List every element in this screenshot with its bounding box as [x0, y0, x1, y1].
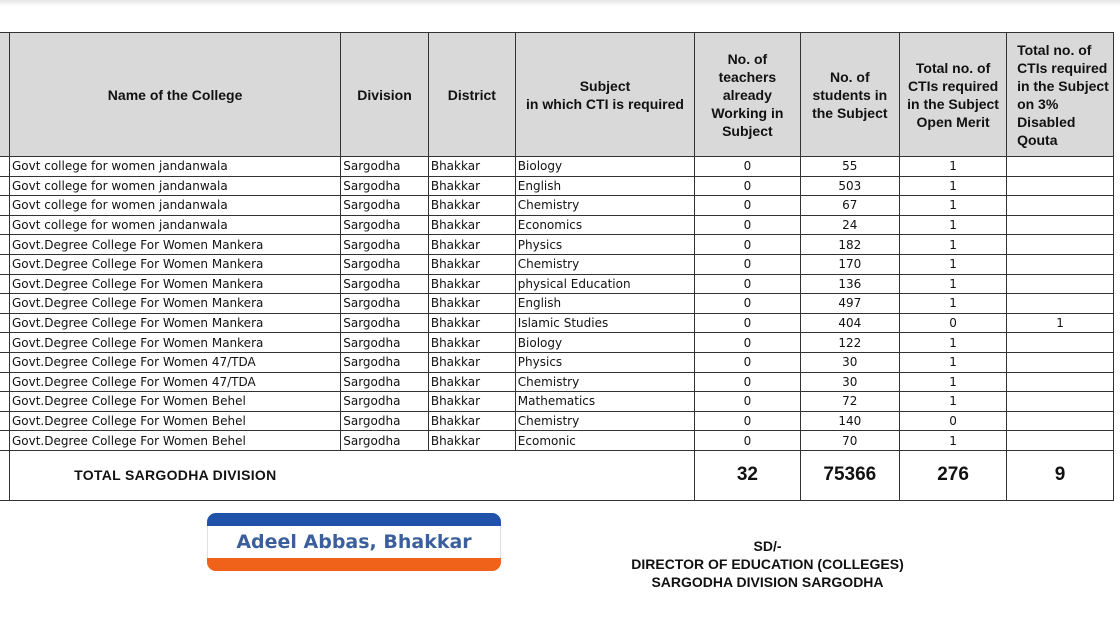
cell-district: Bhakkar — [428, 313, 515, 333]
cell-disabled-quota — [1007, 294, 1114, 314]
table-row — [0, 431, 1114, 451]
table-row — [0, 333, 1114, 353]
cell-disabled-quota — [1007, 274, 1114, 294]
header-college: Name of the College — [9, 33, 340, 157]
cell-students: 122 — [800, 333, 900, 353]
cell-index — [0, 176, 9, 196]
cell-disabled-quota — [1007, 176, 1114, 196]
cell-teachers: 0 — [695, 157, 800, 177]
table-row — [0, 215, 1114, 235]
cell-college: Govt.Degree College For Women Mankera — [9, 294, 340, 314]
cell-disabled-quota — [1007, 254, 1114, 274]
signature-title: DIRECTOR OF EDUCATION (COLLEGES) — [631, 556, 904, 572]
cell-division: Sargodha — [341, 372, 429, 392]
cell-index — [0, 294, 9, 314]
cell-district: Bhakkar — [428, 274, 515, 294]
cell-disabled-quota — [1007, 196, 1114, 216]
cell-division: Sargodha — [341, 392, 429, 412]
cell-teachers: 0 — [695, 215, 800, 235]
cell-index — [0, 215, 9, 235]
cell-division: Sargodha — [341, 431, 429, 451]
cell-district: Bhakkar — [428, 411, 515, 431]
cell-open-merit: 1 — [900, 254, 1007, 274]
cell-district: Bhakkar — [428, 392, 515, 412]
table-row — [0, 411, 1114, 431]
cell-subject: English — [515, 176, 694, 196]
total-blank-cell — [428, 450, 515, 500]
cell-teachers: 0 — [695, 196, 800, 216]
total-index-cell — [0, 450, 9, 500]
signature-sd: SD/- — [753, 538, 782, 554]
cell-district: Bhakkar — [428, 196, 515, 216]
cell-index — [0, 235, 9, 255]
cell-division: Sargodha — [341, 313, 429, 333]
cell-students: 30 — [800, 372, 900, 392]
watermark-badge — [207, 513, 501, 571]
cell-disabled-quota — [1007, 352, 1114, 372]
cell-open-merit: 1 — [900, 352, 1007, 372]
table-row — [0, 196, 1114, 216]
top-border — [0, 0, 1120, 6]
cell-college: Govt college for women jandanwala — [9, 215, 340, 235]
cell-index — [0, 352, 9, 372]
badge-top-band — [207, 513, 501, 526]
cell-teachers: 0 — [695, 392, 800, 412]
cell-college: Govt.Degree College For Women 47/TDA — [9, 372, 340, 392]
table-row — [0, 372, 1114, 392]
cell-students: 182 — [800, 235, 900, 255]
cell-district: Bhakkar — [428, 294, 515, 314]
cell-students: 55 — [800, 157, 900, 177]
cell-subject: Mathematics — [515, 392, 694, 412]
cell-teachers: 0 — [695, 431, 800, 451]
cell-open-merit: 1 — [900, 294, 1007, 314]
cell-subject: Biology — [515, 157, 694, 177]
cell-district: Bhakkar — [428, 215, 515, 235]
header-subject: Subject in which CTI is required — [515, 33, 694, 157]
cell-open-merit: 1 — [900, 235, 1007, 255]
cell-division: Sargodha — [341, 176, 429, 196]
total-students: 75366 — [800, 450, 900, 500]
cell-district: Bhakkar — [428, 431, 515, 451]
header-division: Division — [341, 33, 429, 157]
cell-index — [0, 392, 9, 412]
total-disabled-quota: 9 — [1007, 450, 1114, 500]
table-row — [0, 254, 1114, 274]
cell-students: 404 — [800, 313, 900, 333]
cell-division: Sargodha — [341, 411, 429, 431]
cell-teachers: 0 — [695, 352, 800, 372]
cell-district: Bhakkar — [428, 333, 515, 353]
cell-division: Sargodha — [341, 157, 429, 177]
cell-college: Govt.Degree College For Women Mankera — [9, 235, 340, 255]
header-district: District — [428, 33, 515, 157]
cell-open-merit: 1 — [900, 157, 1007, 177]
cell-subject: physical Education — [515, 274, 694, 294]
header-disabled-quota: Total no. of CTIs required in the Subject on 3% Disabled Qouta — [1007, 33, 1114, 157]
cell-college: Govt college for women jandanwala — [9, 157, 340, 177]
header-index — [0, 33, 9, 157]
cell-open-merit: 1 — [900, 372, 1007, 392]
cell-district: Bhakkar — [428, 157, 515, 177]
cell-disabled-quota — [1007, 215, 1114, 235]
cell-college: Govt.Degree College For Women Mankera — [9, 313, 340, 333]
cell-subject: Economics — [515, 215, 694, 235]
cell-subject: Chemistry — [515, 196, 694, 216]
cell-disabled-quota — [1007, 372, 1114, 392]
cell-teachers: 0 — [695, 176, 800, 196]
cell-division: Sargodha — [341, 235, 429, 255]
cell-division: Sargodha — [341, 196, 429, 216]
cti-requirement-table — [0, 32, 1114, 501]
table-row — [0, 313, 1114, 333]
cell-subject: Ecomonic — [515, 431, 694, 451]
cell-students: 497 — [800, 294, 900, 314]
cell-index — [0, 333, 9, 353]
cell-index — [0, 157, 9, 177]
table-row — [0, 274, 1114, 294]
badge-text: Adeel Abbas, Bhakkar — [236, 531, 472, 553]
cell-teachers: 0 — [695, 254, 800, 274]
header-students: No. of students in the Subject — [800, 33, 900, 157]
signature-block — [560, 537, 975, 591]
cell-district: Bhakkar — [428, 176, 515, 196]
cell-students: 503 — [800, 176, 900, 196]
cell-teachers: 0 — [695, 235, 800, 255]
cell-division: Sargodha — [341, 294, 429, 314]
cell-open-merit: 1 — [900, 431, 1007, 451]
cell-teachers: 0 — [695, 274, 800, 294]
cell-college: Govt.Degree College For Women Mankera — [9, 333, 340, 353]
cell-division: Sargodha — [341, 352, 429, 372]
cell-index — [0, 196, 9, 216]
cell-division: Sargodha — [341, 333, 429, 353]
cell-teachers: 0 — [695, 313, 800, 333]
badge-bottom-band — [207, 558, 501, 571]
cell-open-merit: 1 — [900, 196, 1007, 216]
cell-index — [0, 431, 9, 451]
cell-subject: Chemistry — [515, 254, 694, 274]
cell-disabled-quota — [1007, 431, 1114, 451]
total-blank-cell — [341, 450, 429, 500]
cell-open-merit: 0 — [900, 411, 1007, 431]
cell-district: Bhakkar — [428, 235, 515, 255]
table-row — [0, 294, 1114, 314]
cell-index — [0, 254, 9, 274]
total-blank-cell — [515, 450, 694, 500]
header-teachers: No. of teachers already Working in Subject — [695, 33, 800, 157]
cell-students: 140 — [800, 411, 900, 431]
cell-index — [0, 274, 9, 294]
cell-subject: English — [515, 294, 694, 314]
cell-students: 170 — [800, 254, 900, 274]
cell-students: 136 — [800, 274, 900, 294]
cell-division: Sargodha — [341, 274, 429, 294]
cell-subject: Biology — [515, 333, 694, 353]
cell-disabled-quota — [1007, 333, 1114, 353]
cell-subject: Chemistry — [515, 372, 694, 392]
cell-division: Sargodha — [341, 215, 429, 235]
cell-college: Govt college for women jandanwala — [9, 176, 340, 196]
cell-district: Bhakkar — [428, 372, 515, 392]
cell-disabled-quota — [1007, 411, 1114, 431]
cell-teachers: 0 — [695, 411, 800, 431]
cell-index — [0, 372, 9, 392]
cell-college: Govt.Degree College For Women Behel — [9, 411, 340, 431]
cell-open-merit: 1 — [900, 392, 1007, 412]
cell-subject: Physics — [515, 352, 694, 372]
cell-open-merit: 1 — [900, 215, 1007, 235]
cell-teachers: 0 — [695, 294, 800, 314]
total-teachers: 32 — [695, 450, 800, 500]
cell-disabled-quota — [1007, 157, 1114, 177]
cell-disabled-quota — [1007, 235, 1114, 255]
cell-students: 72 — [800, 392, 900, 412]
cell-students: 67 — [800, 196, 900, 216]
cell-college: Govt.Degree College For Women Behel — [9, 431, 340, 451]
cell-teachers: 0 — [695, 333, 800, 353]
total-open-merit: 276 — [900, 450, 1007, 500]
cell-subject: Islamic Studies — [515, 313, 694, 333]
cell-index — [0, 313, 9, 333]
cell-index — [0, 411, 9, 431]
cell-open-merit: 1 — [900, 176, 1007, 196]
table-row — [0, 157, 1114, 177]
cell-college: Govt.Degree College For Women Behel — [9, 392, 340, 412]
cell-students: 24 — [800, 215, 900, 235]
cell-disabled-quota — [1007, 392, 1114, 412]
cell-subject: Chemistry — [515, 411, 694, 431]
cell-college: Govt.Degree College For Women 47/TDA — [9, 352, 340, 372]
total-label: TOTAL SARGODHA DIVISION — [9, 450, 340, 500]
cell-college: Govt.Degree College For Women Mankera — [9, 274, 340, 294]
cell-college: Govt college for women jandanwala — [9, 196, 340, 216]
total-row — [0, 450, 1114, 500]
signature-office: SARGODHA DIVISION SARGODHA — [651, 574, 884, 590]
cell-district: Bhakkar — [428, 254, 515, 274]
header-open-merit: Total no. of CTIs required in the Subject Open Merit — [900, 33, 1007, 157]
cell-division: Sargodha — [341, 254, 429, 274]
cell-district: Bhakkar — [428, 352, 515, 372]
table-header-row — [0, 33, 1114, 157]
cell-teachers: 0 — [695, 372, 800, 392]
cell-students: 30 — [800, 352, 900, 372]
table-row — [0, 392, 1114, 412]
cell-disabled-quota: 1 — [1007, 313, 1114, 333]
table-row — [0, 235, 1114, 255]
table-row — [0, 176, 1114, 196]
cell-subject: Physics — [515, 235, 694, 255]
cell-open-merit: 0 — [900, 313, 1007, 333]
table-row — [0, 352, 1114, 372]
cell-college: Govt.Degree College For Women Mankera — [9, 254, 340, 274]
cell-students: 70 — [800, 431, 900, 451]
cell-open-merit: 1 — [900, 333, 1007, 353]
cell-open-merit: 1 — [900, 274, 1007, 294]
